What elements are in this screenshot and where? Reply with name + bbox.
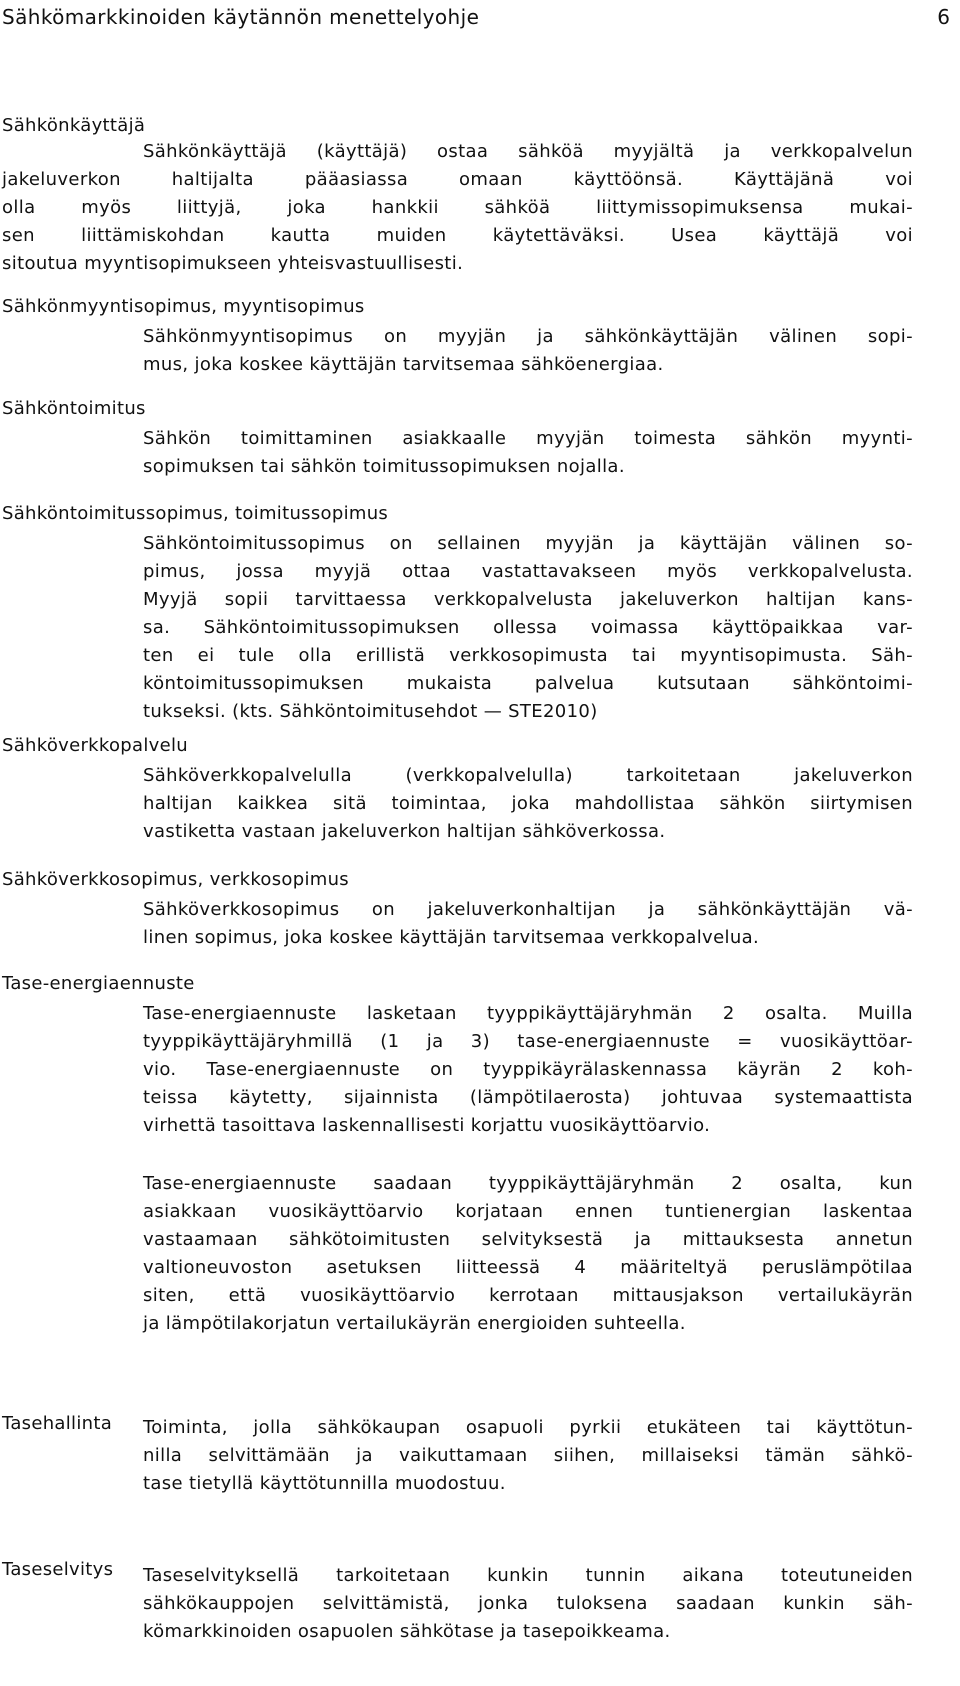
definition-line: tukseksi. (kts. Sähköntoimitusehdot — STE2010) [143,701,598,722]
definition-line: Sähkön toimittaminen asiakkaalle myyjän toimesta sähkön myynti- [143,428,913,449]
definition-line: vastaamaan sähkötoimitusten selvityksestä ja mittauksesta annetun [143,1229,913,1250]
definition-line: nilla selvittämään ja vaikuttamaan siihen, millaiseksi tämän sähkö- [143,1445,913,1466]
definition-line: sitoutua myyntisopimukseen yhteisvastuullisesti. [2,253,464,274]
definition-line: ten ei tule olla erillistä verkkosopimusta tai myyntisopimusta. Säh- [143,645,913,666]
glossary-entry-sahkonkayttaja [0,112,960,272]
glossary-term: Taseselvitys [2,1559,114,1580]
definition-line: linen sopimus, joka koskee käyttäjän tarvitsemaa verkkopalvelua. [143,927,760,948]
definition-line: Sähköverkkopalvelulla (verkkopalvelulla) tarkoitetaan jakeluverkon [143,765,913,786]
glossary-definition-paragraph-2 [143,1170,913,1338]
definition-line: Myyjä sopii tarvittaessa verkkopalvelusta jakeluverkon haltijan kans- [143,589,913,610]
definition-line: valtioneuvoston asetuksen liitteessä 4 määriteltyä peruslämpötilaa [143,1257,913,1278]
glossary-definition [143,762,913,846]
definition-line: Sähköverkkosopimus on jakeluverkonhaltijan ja sähkönkäyttäjän vä- [143,899,913,920]
definition-line: Sähkönkäyttäjä (käyttäjä) ostaa sähköä myyjältä ja verkkopalvelun [143,141,913,162]
glossary-term: Tasehallinta [2,1413,113,1434]
page-number: 6 [937,5,950,29]
glossary-entry-sahkoverkkosopimus [0,866,960,956]
definition-line: sopimuksen tai sähkön toimitussopimuksen nojalla. [143,456,625,477]
glossary-definition [143,1562,913,1646]
definition-line: Toiminta, jolla sähkökaupan osapuoli pyrkii etukäteen tai käyttötun- [143,1417,913,1438]
definition-line: Taseselvityksellä tarkoitetaan kunkin tunnin aikana toteutuneiden [143,1565,913,1586]
definition-line: Tase-energiaennuste lasketaan tyyppikäyttäjäryhmän 2 osalta. Muilla [143,1003,913,1024]
definition-line: asiakkaan vuosikäyttöarvio korjataan ennen tuntienergian laskentaa [143,1201,913,1222]
glossary-term: Sähköntoimitussopimus, toimitussopimus [2,503,389,524]
definition-line: vastiketta vastaan jakeluverkon haltijan sähköverkossa. [143,821,666,842]
definition-line: olla myös liittyjä, joka hankkii sähköä liittymissopimuksensa mukai- [2,197,913,218]
glossary-definition [143,896,913,952]
definition-line: teissa käytetty, sijainnista (lämpötilaerosta) johtuvaa systemaattista [143,1087,913,1108]
definition-line: vio. Tase-energiaennuste on tyyppikäyrälaskennassa käyrän 2 koh- [143,1059,913,1080]
definition-line: jakeluverkon haltijalta pääasiassa omaan käyttöönsä. Käyttäjänä voi [2,169,913,190]
glossary-definition [143,1000,913,1140]
definition-line: tase tietyllä käyttötunnilla muodostuu. [143,1473,506,1494]
glossary-term: Sähköverkkopalvelu [2,735,188,756]
glossary-definition [143,323,913,379]
definition-line: Tase-energiaennuste saadaan tyyppikäyttäjäryhmän 2 osalta, kun [143,1173,913,1194]
glossary-entry-sahkontoimitussopimus [0,500,960,720]
glossary-term: Sähköverkkosopimus, verkkosopimus [2,869,349,890]
definition-line: sen liittämiskohdan kautta muiden käytettäväksi. Usea käyttäjä voi [2,225,913,246]
definition-line: sa. Sähköntoimitussopimuksen ollessa voimassa käyttöpaikkaa var- [143,617,913,638]
definition-line: siten, että vuosikäyttöarvio kerrotaan mittausjakson vertailukäyrän [143,1285,913,1306]
glossary-definition [143,1414,913,1498]
glossary-entry-sahkontoimitus [0,395,960,485]
definition-line: haltijan kaikkea sitä toimintaa, joka mahdollistaa sähkön siirtymisen [143,793,913,814]
definition-line: kömarkkinoiden osapuolen sähkötase ja tasepoikkeama. [143,1621,671,1642]
running-header [0,0,960,30]
definition-line: köntoimitussopimuksen mukaista palvelua kutsutaan sähköntoimi- [143,673,913,694]
glossary-entry-taseselvitys [0,1556,960,1676]
definition-line: sähkökauppojen selvittämistä, jonka tuloksena saadaan kunkin säh- [143,1593,913,1614]
definition-line: virhettä tasoittava laskennallisesti korjattu vuosikäyttöarvio. [143,1115,711,1136]
definition-line: Sähkönmyyntisopimus on myyjän ja sähkönkäyttäjän välinen sopi- [143,326,913,347]
glossary-term: Sähkönkäyttäjä [2,115,146,136]
glossary-term: Tase-energiaennuste [2,973,195,994]
glossary-definition [143,425,913,481]
glossary-definition [2,138,913,278]
glossary-entry-sahkoverkkopalvelu [0,732,960,852]
definition-line: mus, joka koskee käyttäjän tarvitsemaa sähköenergiaa. [143,354,664,375]
glossary-entry-sahkonmyyntisopimus [0,293,960,383]
glossary-entry-tasehallinta [0,1410,960,1530]
definition-line: pimus, jossa myyjä ottaa vastattavakseen myös verkkopalvelusta. [143,561,913,582]
definition-line: ja lämpötilakorjatun vertailukäyrän energioiden suhteella. [143,1313,686,1334]
definition-line: tyyppikäyttäjäryhmillä (1 ja 3) tase-energiaennuste = vuosikäyttöar- [143,1031,913,1052]
glossary-entry-tase-energiaennuste [0,970,960,1380]
glossary-term: Sähkönmyyntisopimus, myyntisopimus [2,296,365,317]
glossary-definition [143,530,913,726]
definition-line: Sähköntoimitussopimus on sellainen myyjän ja käyttäjän välinen so- [143,533,913,554]
glossary-term: Sähköntoimitus [2,398,146,419]
document-title: Sähkömarkkinoiden käytännön menettelyohje [2,5,480,29]
